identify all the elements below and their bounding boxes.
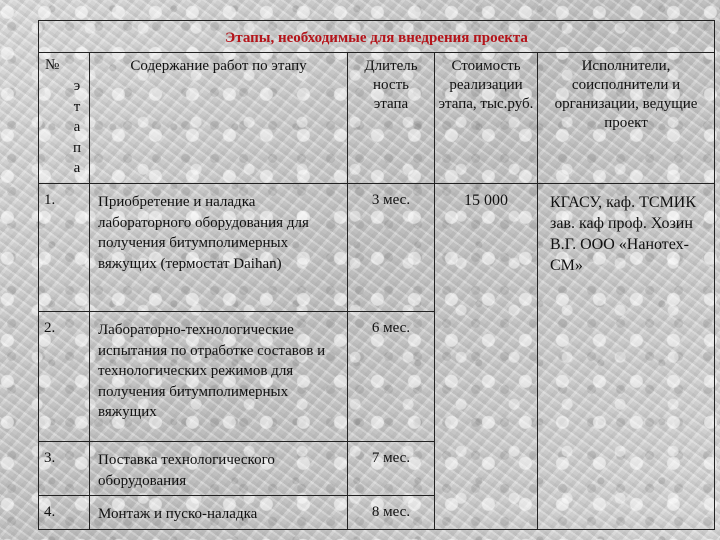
row-content: Монтаж и пуско-наладка <box>90 496 348 530</box>
stages-table <box>38 20 715 530</box>
header-performers: Исполнители, соисполнители и организации, ведущие проект <box>538 53 715 184</box>
row-cost: 15 000 <box>435 184 538 530</box>
row-content: Поставка технологического оборудования <box>90 442 348 496</box>
row-duration: 7 мес. <box>348 442 435 496</box>
header-number <box>39 53 90 184</box>
row-content: Приобретение и наладка лабораторного оборудования для получения битумполимерных вяжущих (термостат Daihan) <box>90 184 348 312</box>
row-number: 3. <box>39 442 90 496</box>
header-content: Содержание работ по этапу <box>90 53 348 184</box>
row-number: 1. <box>39 184 90 312</box>
row-performers: КГАСУ, каф. ТСМИК зав. каф проф. Хозин В.Г. ООО «Нанотех-СМ» <box>538 184 715 530</box>
header-row <box>39 53 715 184</box>
number-vertical-label: э т а п а <box>72 78 82 176</box>
row-number: 2. <box>39 312 90 442</box>
header-cost: Стоимость реализации этапа, тыс.руб. <box>435 53 538 184</box>
row-number: 4. <box>39 496 90 530</box>
row-duration: 8 мес. <box>348 496 435 530</box>
row-content: Лабораторно-технологические испытания по отработке составов и технологических режимов для получения битумполимерных вяжущих <box>90 312 348 442</box>
header-duration-text: Длитель ность этапа <box>364 58 418 112</box>
header-duration <box>348 53 435 184</box>
row-duration: 3 мес. <box>348 184 435 312</box>
table-title: Этапы, необходимые для внедрения проекта <box>39 21 715 53</box>
number-symbol: № <box>45 57 60 73</box>
table-row <box>39 184 715 312</box>
row-duration: 6 мес. <box>348 312 435 442</box>
stages-table-wrapper <box>38 20 714 530</box>
